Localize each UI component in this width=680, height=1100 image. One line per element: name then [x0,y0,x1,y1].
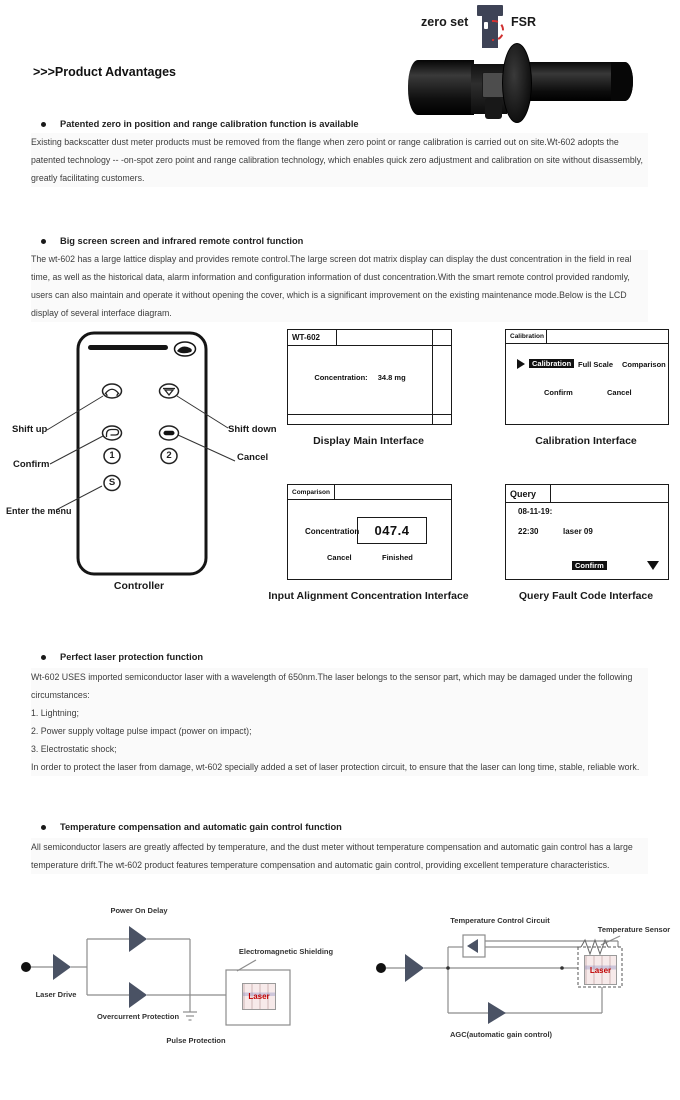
device-fitting [485,98,502,119]
comparison-caption: Input Alignment Concentration Interface [268,590,469,602]
button-1-label: 1 [109,450,115,461]
remote-body [78,333,206,574]
device-photo [405,42,673,128]
section-temperature-heading-row [0,822,342,832]
header-divider [506,343,668,344]
header-divider [288,345,451,346]
feedback-amp-icon [467,939,478,953]
pulse-protection-label: Pulse Protection [166,1036,226,1045]
display-main-caption: Display Main Interface [313,435,424,447]
screen-tab: Query [506,485,551,502]
shift-down-label: Shift down [228,424,277,435]
cancel-label: Cancel [237,452,269,463]
shielding-label: Electromagnetic Shielding [238,947,334,956]
laser-item: 3. Electrostatic shock; [31,744,117,754]
input-node [376,963,386,973]
screen-tab: Calibration [506,330,547,343]
section-screen-body: The wt-602 has a large lattice display and provides remote control.The large screen dot matrix display can display the dust concentration in the field in real time, as well as the historical data, alarm information and configuration information of dust concentration.With the smart remote control provided randomly, users can also maintain and operate it without opening the cover, which is a significant improvement on the existing maintenance mode.Below is the LCD display of several interface diagram. [31,250,648,322]
screen-tab: WT-602 [288,330,337,345]
concentration-label: Concentration [305,527,360,536]
laser-chip-label: Laser [248,992,270,1001]
button-2-label: 2 [166,450,172,461]
fault-date: 08-11-19: [518,507,553,516]
concentration-value-box: 047.4 [357,517,427,544]
query-caption: Query Fault Code Interface [518,590,654,602]
input-node [21,962,31,972]
section-heading: Perfect laser protection function [60,652,204,662]
cancel-pill-icon [164,431,175,435]
concentration-value: 34.8 mg [377,373,406,382]
menu-item-calibration: Calibration [529,359,574,368]
menu-item-full-scale: Full Scale [578,360,614,369]
red-dashed-arc-icon [492,20,504,41]
concentration-line [288,373,432,382]
fault-time: 22:30 [518,527,539,536]
junction-dot [560,966,564,970]
agc-label: AGC(automatic gain control) [449,1030,553,1039]
header-divider [288,499,451,500]
shift-up-button [103,384,122,398]
ir-window-bar [88,345,168,350]
menu-item-comparison: Comparison [622,360,666,369]
scroll-down-icon [647,561,659,570]
laser-chip [584,955,617,985]
section-laser-body [31,668,648,776]
temperature-sensor-label: Temperature Sensor [597,925,671,934]
device-left-tube [408,60,474,115]
confirm-item: Confirm [572,561,607,570]
footer-divider [288,414,451,415]
input-amp-icon [405,954,424,982]
section-calibration-body: Existing backscatter dust meter products must be removed from the flange when zero point or range calibration is carried out on site.Wt-602 adopts the patented technology -- -on-spot zero point and range calibration technology, which enables quick zero adjustment and calibration on site without disassembly, greatly facilitating customers. [31,133,648,187]
section-heading: Temperature compensation and automatic gain control function [60,822,342,832]
temp-control-circuit-label: Temperature Control Circuit [450,916,550,925]
bullet-icon [41,825,46,830]
screen-tab: Comparison [288,485,335,499]
laser-item: 2. Power supply voltage pulse impact (power on impact); [31,726,252,736]
concentration-label: Concentration: [314,373,368,382]
section-heading: Big screen screen and infrared remote control function [60,236,304,246]
laser-intro: Wt-602 USES imported semiconductor laser with a wavelength of 650nm.The laser belongs to the sensor part, which may be damaged under the following circumstances: [31,672,633,700]
bullet-icon [41,122,46,127]
agc-amp-icon [488,1002,506,1024]
tool-notch [484,22,488,29]
page-title: >>>Product Advantages [33,65,176,79]
laser-item: 1. Lightning; [31,708,79,718]
laser-drive-amp-icon [53,954,71,980]
query-interface [505,484,669,580]
calibration-caption: Calibration Interface [535,435,637,447]
section-screen-heading-row [0,236,303,246]
button-s-label: S [108,477,116,488]
device-flange [502,43,532,123]
enter-menu-label: Enter the menu [6,506,72,516]
power-on-delay-amp-icon [129,926,147,952]
finished-item: Finished [382,553,413,562]
bullet-icon [41,655,46,660]
controller-caption: Controller [113,580,165,592]
laser-closing: In order to protect the laser from damage, wt-602 specially added a set of laser protection circuit, to ensure that the laser can long time, stable, reliable work. [31,762,640,772]
calibration-interface [505,329,669,425]
section-temperature-body: All semiconductor lasers are greatly affected by temperature, and the dust meter without temperature compensation and automatic gain control has a large temperature drift.The wt-602 product features temperature compensation and automatic gain control, providing excellent temperature characteristics. [31,838,648,874]
display-main-interface [287,329,452,425]
confirm-item: Confirm [544,388,573,397]
bullet-icon [41,239,46,244]
laser-chip [242,983,276,1010]
laser-drive-label: Laser Drive [35,990,77,999]
right-column-divider [432,330,433,424]
overcurrent-amp-icon [129,982,147,1008]
zero-set-label: zero set [421,15,469,29]
shift-up-label: Shift up [12,424,48,435]
device-end-cap [611,62,633,101]
fault-code: laser 09 [563,527,593,536]
power-on-delay-label: Power On Delay [110,906,168,915]
header-divider [506,502,668,503]
overcurrent-label: Overcurrent Protection [96,1012,180,1021]
confirm-label: Confirm [13,459,50,470]
comparison-interface [287,484,452,580]
remote-controller-figure [0,320,280,620]
section-calibration-heading-row [0,119,359,129]
selector-arrow-icon [517,359,525,369]
laser-chip-label: Laser [589,965,612,975]
junction-dot [446,966,450,970]
fsr-label: FSR [511,15,536,29]
section-heading: Patented zero in position and range calibration function is available [60,119,359,129]
cancel-item: Cancel [607,388,632,397]
section-laser-heading-row [0,652,203,662]
cancel-item: Cancel [327,553,352,562]
